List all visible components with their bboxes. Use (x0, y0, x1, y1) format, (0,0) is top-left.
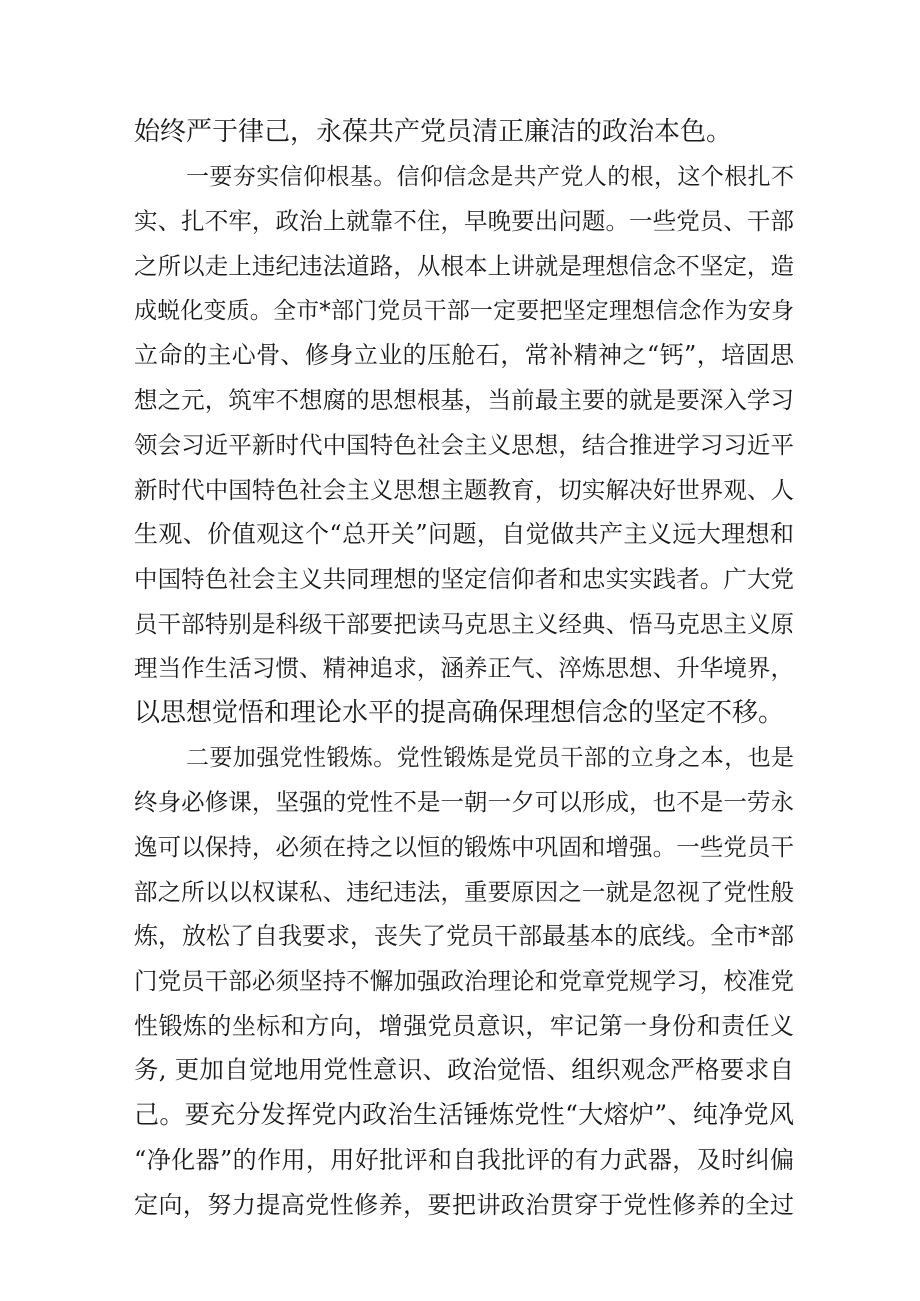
text-line: 门党员干部必须坚持不懈加强政治理论和党章党规学习，校准党 (134, 967, 794, 996)
text-line: 终身必修课，坚强的党性不是一朝一夕可以形成，也不是一劳永 (134, 788, 794, 817)
text-line: 领会习近平新时代中国特色社会主义思想，结合推进学习习近平 (134, 430, 794, 459)
text-line: 炼，放松了自我要求，丧失了党员干部最基本的底线。全市*部 (134, 922, 794, 951)
text-line: 新时代中国特色社会主义思想主题教育，切实解决好世界观、人 (134, 475, 794, 504)
text-line: 理当作生活习惯、精神追求，涵养正气、淬炼思想、升华境界， (134, 654, 794, 683)
text-line: 中国特色社会主义共同理想的坚定信仰者和忠实实践者。广大党 (134, 564, 794, 593)
text-line: 成蜕化变质。全市*部门党员干部一定要把坚定理想信念作为安身 (134, 297, 794, 324)
text-line: 二要加强党性锻炼。党性锻炼是党员干部的立身之本，也是 (186, 744, 794, 771)
text-line: 逸可以保持，必须在持之以恒的锻炼中巩固和增强。一些党员干 (134, 833, 794, 861)
text-line: “净化器”的作用，用好批评和自我批评的有力武器，及时纠偏 (134, 1145, 794, 1174)
text-line: 己。要充分发挥党内政治生活锤炼党性“大熔炉”、纯净党风 (134, 1100, 794, 1130)
body-text (134, 110, 794, 1227)
text-line: 生观、价值观这个“总开关”问题，自觉做共产主义远大理想和 (134, 520, 794, 549)
text-line: 立命的主心骨、修身立业的压舱石，常补精神之“钙”，培固思 (134, 341, 794, 370)
text-line: 务, 更加自觉地用党性意识、政治觉悟、组织观念严格要求自 (134, 1055, 794, 1085)
text-line: 部之所以以权谋私、违纪违法，重要原因之一就是忽视了党性般 (134, 877, 794, 906)
text-line: 以思想觉悟和理论水平的提高确保理想信念的坚定不移。 (134, 697, 785, 728)
text-line: 一要夯实信仰根基。信仰信念是共产党人的根，这个根扎不 (186, 163, 794, 190)
text-line: 定向，努力提高党性修养，要把讲政治贯穿于党性修养的全过 (134, 1190, 794, 1219)
text-line: 想之元，筑牢不想腐的思想根基，当前最主要的就是要深入学习 (134, 386, 794, 415)
text-line: 之所以走上违纪违法道路，从根本上讲就是理想信念不坚定，造 (134, 252, 794, 281)
text-line: 性锻炼的坐标和方向，增强党员意识，牢记第一身份和责任义 (134, 1011, 794, 1040)
text-line: 员干部特别是科级干部要把读马克思主义经典、悟马克思主义原 (134, 609, 794, 638)
text-line: 实、扎不牢，政治上就靠不住，早晚要出问题。一些党员、干部 (134, 207, 794, 236)
text-line: 始终严于律己，永葆共产党员清正廉洁的政治本色。 (134, 117, 733, 147)
